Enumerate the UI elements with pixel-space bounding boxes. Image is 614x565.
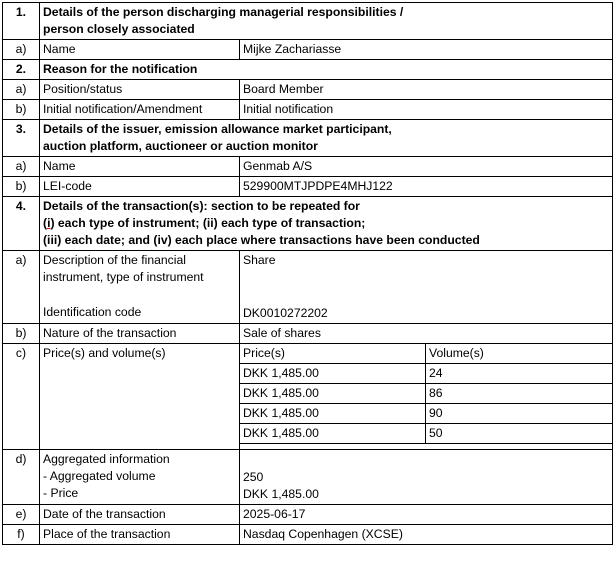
row-4b-letter: b) [3,324,40,344]
row-3b-value: 529900MTJPDPE4MHJ122 [240,177,613,197]
row-4a-value [240,251,613,324]
price-column-header: Price(s) [240,344,426,364]
volume-cell: 86 [426,384,613,404]
volume-cell: 90 [426,404,613,424]
row-4d-value [240,450,613,505]
row-4d-volume-value: 250 [243,470,264,484]
row-4d [3,450,613,505]
row-2b-value: Initial notification [240,100,613,120]
row-3b [3,177,613,197]
row-4d-label-title: Aggregated information [43,452,170,466]
row-2b [3,100,613,120]
row-3b-label: LEI-code [40,177,240,197]
row-2b-label: Initial notification/Amendment [40,100,240,120]
price-cell: DKK 1,485.00 [240,384,426,404]
row-3a-label: Name [40,157,240,177]
row-4c-header [3,344,613,364]
row-4a-spacer [43,286,236,304]
row-4f [3,525,613,545]
row-2a-label: Position/status [40,80,240,100]
row-4c-label: Price(s) and volume(s) [40,344,240,450]
row-1a-label: Name [40,40,240,60]
row-4b [3,324,613,344]
section-3-header [3,120,613,157]
volume-column-header: Volume(s) [426,344,613,364]
row-4e-label: Date of the transaction [40,505,240,525]
row-4a-id-value: DK0010272202 [243,306,328,320]
row-4a [3,251,613,324]
row-4a-label [40,251,240,324]
section-3-number: 3. [3,120,40,157]
row-4d-value-spacer [243,451,609,469]
row-4a-label-line2: instrument, type of instrument [43,270,204,284]
section-3-title-line1: Details of the issuer, emission allowance market participant, [43,122,392,136]
row-3a [3,157,613,177]
row-4a-id-label: Identification code [43,305,142,319]
row-1a-value: Mijke Zachariasse [240,40,613,60]
row-2a-value: Board Member [240,80,613,100]
section-4-title-line2-rest: ) each type of instrument; (ii) each type of transaction; [50,216,366,230]
row-4d-letter: d) [3,450,40,505]
section-1-header [3,3,613,40]
section-1-title [40,3,613,40]
row-2a [3,80,613,100]
section-2-title: Reason for the notification [40,60,613,80]
price-cell: DKK 1,485.00 [240,424,426,444]
section-4-header [3,197,613,251]
row-3a-letter: a) [3,157,40,177]
price-cell: DKK 1,485.00 [240,404,426,424]
section-2-number: 2. [3,60,40,80]
section-4-number: 4. [3,197,40,251]
notification-table [2,2,613,545]
section-3-title-line2: auction platform, auctioneer or auction monitor [43,139,318,153]
row-4f-letter: f) [3,525,40,545]
row-4a-letter: a) [3,251,40,324]
section-4-title [40,197,613,251]
section-4-title-line2-i: i [47,216,51,230]
row-4a-value-spacer2 [243,287,609,305]
row-4b-value: Sale of shares [240,324,613,344]
row-1a-letter: a) [3,40,40,60]
row-4e-value: 2025-06-17 [240,505,613,525]
section-4-title-line2 [43,215,609,232]
row-4c-letter: c) [3,344,40,450]
section-1-title-line1: Details of the person discharging managerial responsibilities / [43,5,404,19]
row-4d-price-value: DKK 1,485.00 [243,487,319,501]
row-4e-letter: e) [3,505,40,525]
row-2a-letter: a) [3,80,40,100]
row-4d-volume-label: - Aggregated volume [43,469,156,483]
row-4e [3,505,613,525]
section-3-title [40,120,613,157]
row-1a [3,40,613,60]
row-4f-label: Place of the transaction [40,525,240,545]
row-3b-letter: b) [3,177,40,197]
section-4-title-line2-open: ( [43,216,48,230]
row-4a-value-spacer1 [243,269,609,287]
volume-cell: 24 [426,364,613,384]
price-cell: DKK 1,485.00 [240,364,426,384]
row-4a-instrument: Share [243,253,276,267]
section-4-title-line1: Details of the transaction(s): section to be repeated for [43,199,360,213]
row-4a-label-line1: Description of the financial [43,253,186,267]
section-4-title-line3: (iii) each date; and (iv) each place where transactions have been conducted [43,233,480,247]
row-2b-letter: b) [3,100,40,120]
row-4b-label: Nature of the transaction [40,324,240,344]
row-4d-label [40,450,240,505]
row-3a-value: Genmab A/S [240,157,613,177]
volume-cell: 50 [426,424,613,444]
section-1-number: 1. [3,3,40,40]
section-2-header [3,60,613,80]
row-4d-price-label: - Price [43,486,79,500]
section-1-title-line2: person closely associated [43,22,195,36]
row-4f-value: Nasdaq Copenhagen (XCSE) [240,525,613,545]
